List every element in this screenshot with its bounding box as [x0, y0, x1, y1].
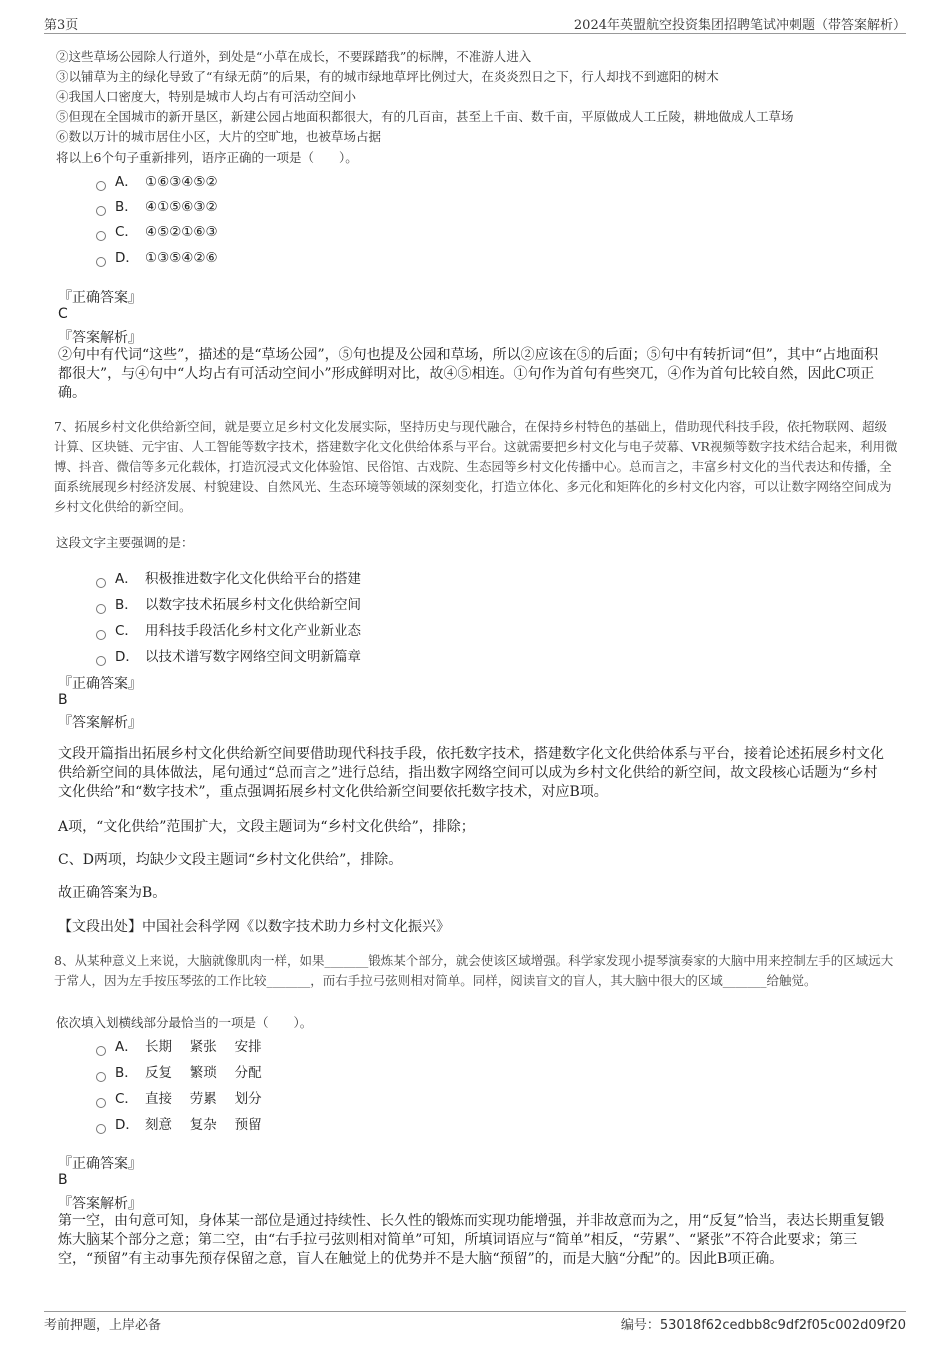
- q8-explain-heading: 『答案解析』: [58, 1196, 142, 1212]
- radio-icon[interactable]: [96, 1098, 106, 1108]
- footer-code: 编号：53018f62cedbb8c9df2f05c002d09f20: [620, 1318, 906, 1333]
- q6-explanation: ②句中有代词“这些”，描述的是“草场公园”，⑤句也提及公园和草场，所以②应该在⑤的后面；⑤句中有转折词“但”，其中“占地面积都很大”，与④句中“人均占有可活动空间小”形成鲜明对比，故④⑤相连。①句作为首句有些突兀，④作为首句比较自然，因此C项正确。: [58, 347, 879, 401]
- header-divider: [44, 33, 906, 34]
- radio-icon[interactable]: [96, 257, 106, 267]
- radio-icon[interactable]: [96, 578, 106, 588]
- radio-icon[interactable]: [96, 604, 106, 614]
- q8-answer: B: [58, 1172, 68, 1188]
- q8-explanation: 第一空，由句意可知，身体某一部位是通过持续性、长久性的锻炼而实现功能增强，并非故意而为之，用“反复”恰当，表达长期重复锻炼大脑某个部分之意；第二空，由“右手拉弓弦则相对简单”可知，所填词语应与“简单”相反，“劳累”、“紧张”不符合此要求；第三空，“预留”有主动事先预存保留之意，盲人在触觉上的优势并不是大脑“预留”的，而是大脑“分配”的。因此B项正确。: [58, 1213, 885, 1267]
- q7-explanation: 文段开篇指出拓展乡村文化供给新空间要借助现代科技手段，依托数字技术，搭建数字化文化供给体系与平台，接着论述拓展乡村文化供给新空间的具体做法，尾句通过“总而言之”进行总结，指出数字网络空间可以成为乡村文化供给的新空间，故文段核心话题为“乡村文化供给”和“数字技术”，重点强调拓展乡村文化供给新空间要依托数字技术，对应B项。: [58, 746, 884, 800]
- page-number: 第3页: [44, 18, 79, 33]
- q6-stem: 将以上6个句子重新排列，语序正确的一项是（ ）。: [56, 150, 358, 165]
- q7-option-c[interactable]: C． 用科技手段活化乡村文化产业新业态: [96, 619, 361, 639]
- q8-option-d[interactable]: D． 刻意 复杂 预留: [96, 1113, 262, 1133]
- radio-icon[interactable]: [96, 1046, 106, 1056]
- radio-icon[interactable]: [96, 206, 106, 216]
- footer-divider: [44, 1311, 906, 1312]
- q8-option-a[interactable]: A． 长期 紧张 安排: [96, 1035, 262, 1055]
- q6-option-a[interactable]: A． ①⑥③④⑤②: [96, 170, 218, 190]
- q6-option-d[interactable]: D． ①③⑤④②⑥: [96, 246, 218, 266]
- radio-icon[interactable]: [96, 181, 106, 191]
- q6-answer: C: [58, 306, 68, 322]
- q8-stem: 依次填入划横线部分最恰当的一项是（ ）。: [56, 1015, 313, 1030]
- q7-note-cd: C、D两项，均缺少文段主题词“乡村文化供给”，排除。: [58, 852, 403, 868]
- radio-icon[interactable]: [96, 1124, 106, 1134]
- q6-option-b[interactable]: B． ④①⑤⑥③②: [96, 195, 218, 215]
- sentence-2: ②这些草场公园除人行道外，到处是“小草在成长，不要踩踏我”的标牌，不准游人进入: [56, 49, 532, 64]
- sentence-4: ④我国人口密度大，特别是城市人均占有可活动空间小: [56, 89, 357, 104]
- q7-explain-heading: 『答案解析』: [58, 715, 142, 731]
- q6-explain-heading: 『答案解析』: [58, 330, 142, 346]
- q7-conclusion: 故正确答案为B。: [58, 885, 167, 901]
- q8-option-b[interactable]: B． 反复 繁琐 分配: [96, 1061, 262, 1081]
- radio-icon[interactable]: [96, 630, 106, 640]
- sentence-5: ⑤但现在全国城市的新开垦区，新建公园占地面积都很大，有的几百亩，甚至上千亩、数千亩，平原做成人工丘陵，耕地做成人工草场: [56, 109, 794, 124]
- q7-answer-heading: 『正确答案』: [58, 676, 142, 692]
- q8-answer-heading: 『正确答案』: [58, 1156, 142, 1172]
- radio-icon[interactable]: [96, 656, 106, 666]
- q7-option-b[interactable]: B． 以数字技术拓展乡村文化供给新空间: [96, 593, 361, 613]
- sentence-6: ⑥数以万计的城市居住小区，大片的空旷地，也被草场占据: [56, 129, 382, 144]
- q8-option-c[interactable]: C． 直接 劳累 划分: [96, 1087, 262, 1107]
- q7-note-a: A项，“文化供给”范围扩大，文段主题词为“乡村文化供给”，排除；: [58, 819, 475, 835]
- radio-icon[interactable]: [96, 231, 106, 241]
- q6-answer-heading: 『正确答案』: [58, 290, 142, 306]
- q7-option-d[interactable]: D． 以技术谱写数字网络空间文明新篇章: [96, 645, 361, 665]
- q7-source: 【文段出处】中国社会科学网《以数字技术助力乡村文化振兴》: [58, 919, 450, 935]
- document-title: 2024年英盟航空投资集团招聘笔试冲刺题（带答案解析）: [573, 18, 906, 33]
- q6-option-c[interactable]: C． ④⑤②①⑥③: [96, 220, 218, 240]
- q7-answer: B: [58, 692, 68, 708]
- footer-slogan: 考前押题，上岸必备: [44, 1318, 162, 1333]
- q7-passage: 7、拓展乡村文化供给新空间，就是要立足乡村文化发展实际，坚持历史与现代融合，在保持乡村特色的基础上，借助现代科技手段，依托物联网、超级计算、区块链、元宇宙、人工智能等数字技术，搭建数字化文化供给体系与平台。这就需要把乡村文化与电子荧幕、VR视频等数字技术结合起来，利用微博、抖音、微信等多元化载体，打造沉浸式文化体验馆、民俗馆、古戏院、生态园等乡村文化传播中心。总而言之，丰富乡村文化的当代表达和传播，全面系统展现乡村经济发展、村貌建设、自然风光、生态环境等领域的深刻变化，打造立体化、多元化和矩阵化的乡村文化内容，可以让数字网络空间成为乡村文化供给的新空间。: [54, 419, 898, 514]
- q7-stem: 这段文字主要强调的是：: [56, 535, 194, 550]
- sentence-3: ③以铺草为主的绿化导致了“有绿无荫”的后果，有的城市绿地草坪比例过大，在炎炎烈日之下，行人却找不到遮阳的树木: [56, 69, 719, 84]
- q7-option-a[interactable]: A． 积极推进数字化文化供给平台的搭建: [96, 567, 361, 587]
- radio-icon[interactable]: [96, 1072, 106, 1082]
- q8-passage: 8、从某种意义上来说，大脑就像肌肉一样，如果_______锻炼某个部分，就会使该区域增强。科学家发现小提琴演奏家的大脑中用来控制左手的区域远大于常人，因为左手按压琴弦的工作比较_______，而右手拉弓弦则相对简单。同样，阅读盲文的盲人，其大脑中很大的区域_______给触觉。: [54, 953, 894, 988]
